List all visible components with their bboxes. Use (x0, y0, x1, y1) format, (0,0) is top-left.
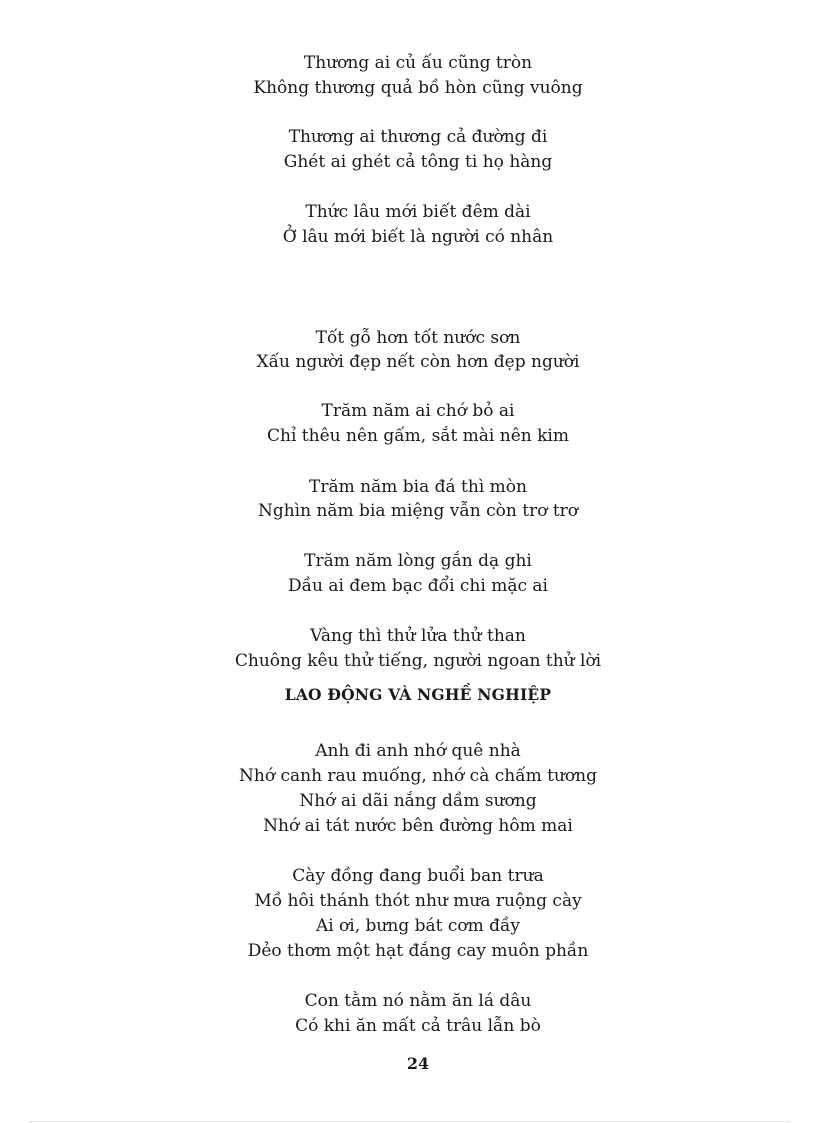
verse-line: Dẻo thơm một hạt đắng cay muôn phần (247, 941, 589, 961)
verse-line: Trăm năm bia đá thì mòn (309, 477, 527, 497)
verse-line: Tốt gỗ hơn tốt nước sơn (315, 328, 521, 348)
verse-line: Không thương quả bồ hòn cũng vuông (253, 78, 583, 98)
verse-line: Nhớ canh rau muống, nhớ cà chấm tương (239, 766, 597, 786)
verse-line: Nhớ ai tát nước bên đường hôm mai (263, 816, 573, 836)
verse-line: Xấu người đẹp nết còn hơn đẹp người (256, 352, 580, 372)
verse-line: Ở lâu mới biết là người có nhân (282, 227, 554, 247)
verse-line: Thức lâu mới biết đêm dài (305, 202, 531, 222)
verse-line: Cày đồng đang buổi ban trưa (292, 866, 544, 886)
verse-line: Trăm năm ai chớ bỏ ai (321, 401, 515, 421)
verse-line: Nghìn năm bia miệng vẫn còn trơ trơ (257, 501, 579, 521)
verse-line: Dầu ai đem bạc đổi chi mặc ai (288, 576, 548, 596)
verse-line: Ai ơi, bưng bát cơm đầy (315, 916, 521, 936)
verse-line: Anh đi anh nhớ quê nhà (315, 741, 521, 761)
verse-line: Vàng thì thử lửa thử than (310, 626, 526, 646)
verse-line: Mồ hôi thánh thót như mưa ruộng cày (254, 891, 582, 911)
page-number: 24 (406, 1054, 430, 1073)
verse-line: Có khi ăn mất cả trâu lẫn bò (295, 1016, 541, 1036)
verse-line: Nhớ ai dãi nắng dầm sương (299, 791, 537, 811)
page-bottom-divider (30, 1121, 790, 1122)
verse-line: Trăm năm lòng gắn dạ ghi (304, 551, 532, 571)
verse-line: Ghét ai ghét cả tông ti họ hàng (283, 152, 553, 172)
verse-line: Chỉ thêu nên gấm, sắt mài nên kim (267, 426, 569, 446)
verse-line: Thương ai củ ấu cũng tròn (303, 53, 533, 73)
verse-line: Thương ai thương cả đường đi (288, 127, 548, 147)
verse-line: Chuông kêu thử tiếng, người ngoan thử lời (234, 651, 602, 671)
section-title: LAO ĐỘNG VÀ NGHỀ NGHIỆP (284, 685, 552, 704)
verse-line: Con tằm nó nằm ăn lá dâu (304, 991, 532, 1011)
